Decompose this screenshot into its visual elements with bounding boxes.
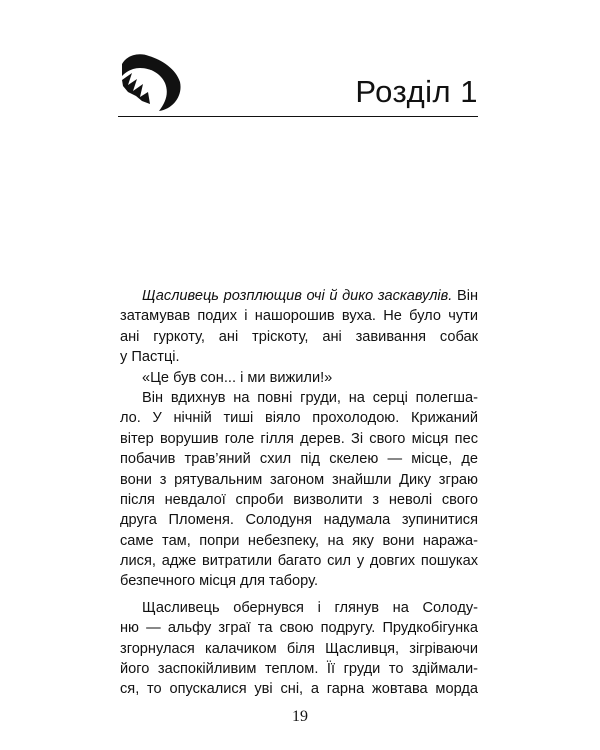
leaping-dog-silhouette-icon — [118, 52, 184, 114]
text-line-18: згорнулася калачиком біля Щасливця, зігріваючи — [120, 640, 478, 657]
chapter-divider — [118, 116, 478, 117]
text-line-4: у Пастці. — [120, 349, 180, 366]
text-line-15: безпечного місця для табору. — [120, 573, 318, 590]
text-line-9: побачив трав’яний схил під скелею — місце, де — [120, 451, 478, 468]
text-line-20: ся, то опускалися уві сні, а гарна жовтава морда — [120, 681, 478, 698]
text-line-14: лися, адже витратили багато сил у довгих пошуках — [120, 553, 478, 570]
italic-phrase: Щасливець розплющив очі й дико заскавулів. — [142, 288, 453, 304]
text-line-19: його заспокійливим теплом. Її груди то здіймали- — [120, 661, 478, 678]
text-line-10: вони з рятувальним загоном знайшли Дику зграю — [120, 471, 478, 488]
chapter-text — [120, 286, 478, 700]
text-line-5: «Це був сон... і ми вижили!» — [142, 369, 333, 386]
chapter-title: Розділ 1 — [355, 74, 478, 109]
text-line-11: після невдалої спроби визволити з неволі свого — [120, 491, 478, 508]
page-number: 19 — [292, 708, 308, 725]
text-line-2: затамував подих і нашорошив вуха. Не було чути — [120, 308, 478, 325]
text-line-7: ло. У нічній тиші віяло прохолодою. Крижаний — [120, 410, 478, 427]
text-line-1: Щасливець розплющив очі й дико заскавулів. Він — [142, 288, 478, 304]
text-line-13: саме там, попри небезпеку, на яку вони наража- — [120, 532, 478, 549]
text-line-16: Щасливець обернувся і глянув на Солоду- — [142, 599, 478, 616]
text-line-12: друга Пломеня. Солодуня надумала зупинитися — [120, 512, 478, 529]
text-line-8: вітер ворушив голе гілля дерев. Зі свого місця пес — [120, 430, 478, 447]
text-line-17: ню — альфу зграї та свою подругу. Прудкобігунка — [120, 620, 478, 637]
text-line-3: ані гуркоту, ані тріскоту, ані завивання собак — [120, 328, 478, 345]
text-line-6: Він вдихнув на повні груди, на серці полегша- — [142, 389, 478, 406]
